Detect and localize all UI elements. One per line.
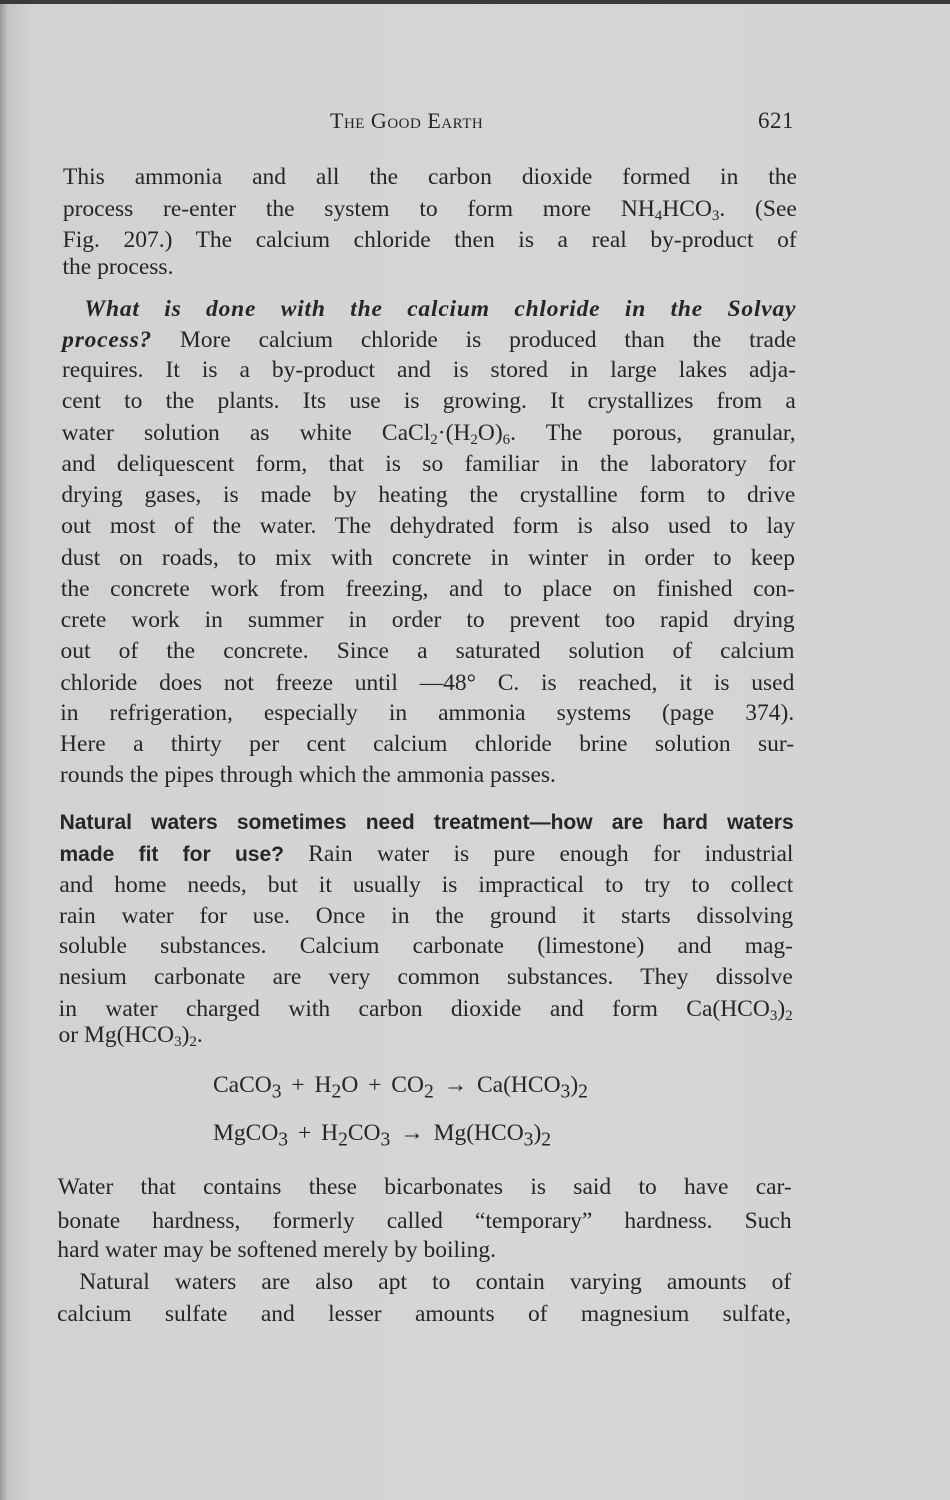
text-line [58, 1207, 792, 1235]
text-run: + H [281, 1072, 332, 1098]
text-line [84, 295, 796, 323]
text-run: Water that contains these bicarbonates is said to have car- [57, 1174, 792, 1200]
subscript: 2 [430, 432, 438, 448]
text-line [62, 387, 796, 415]
text-run: water solution as white CaCl [61, 420, 431, 446]
subscript: 2 [423, 1081, 434, 1103]
text-run: . [196, 1022, 203, 1048]
text-run: calcium sulfate and lesser amounts of magnesium sulfate, [57, 1301, 792, 1327]
subscript: 3 [278, 1129, 289, 1151]
text-run: in water charged with carbon dioxide and form Ca(HCO [58, 996, 770, 1022]
subscript: 3 [271, 1081, 282, 1103]
text-run: in refrigeration, especially in ammonia systems (page 374). [60, 700, 795, 726]
text-line [63, 253, 174, 281]
question-heading: What is done with the calcium chloride in the Solvay [84, 296, 797, 322]
subscript: 2 [331, 1081, 342, 1103]
subscript: 2 [189, 1034, 197, 1050]
text-run: Fig. 207.) The calcium chloride then is a real by-product of [62, 227, 797, 253]
text-line [62, 326, 796, 354]
text-line [61, 606, 795, 634]
text-run: → Ca(HCO [433, 1072, 561, 1098]
text-line [62, 419, 796, 447]
text-run: cent to the plants. Its use is growing. It crystallizes from a [61, 388, 796, 414]
text-run: out of the concrete. Since a saturated solution of calcium [60, 638, 795, 664]
text-line [59, 963, 793, 991]
text-run: CaCO [213, 1072, 272, 1098]
text-line [61, 637, 795, 665]
subscript: 2 [541, 1129, 552, 1151]
text-run: nesium carbonate are very common substances. They dissolve [58, 964, 793, 990]
text-line [58, 1173, 792, 1201]
text-run: dust on roads, to mix with concrete in winter in order to keep [61, 545, 795, 571]
page-edge [0, 0, 950, 4]
page-number: 621 [758, 108, 794, 133]
text-run: requires. It is a by-product and is stored in large lakes adja- [61, 357, 796, 383]
text-line [62, 356, 796, 384]
text-run: rain water for use. Once in the ground it starts dissolving [59, 903, 794, 929]
text-run: Here a thirty per cent calcium chloride brine solution sur- [60, 731, 795, 757]
subscript: 2 [338, 1129, 348, 1151]
text-run: CO [347, 1120, 381, 1146]
subscript: 3 [560, 1081, 571, 1103]
text-run: . (See [719, 196, 797, 222]
text-run: O + CO [341, 1072, 424, 1098]
subscript: 2 [578, 1081, 588, 1103]
text-line [59, 840, 793, 869]
text-run: chloride does not freeze until —48° C. is reached, it is used [60, 670, 795, 696]
text-line [59, 1021, 203, 1049]
text-run: Rain water is pure enough for industrial [283, 841, 794, 867]
question-heading: process? [62, 327, 153, 353]
running-head: The Good Earth [330, 108, 484, 133]
text-line [63, 195, 797, 223]
text-run: HCO [662, 196, 712, 222]
text-run: or Mg(HCO [58, 1022, 175, 1048]
text-line [62, 450, 796, 478]
text-line [60, 808, 794, 837]
text-line [60, 669, 794, 697]
text-line [59, 995, 793, 1023]
text-run: soluble substances. Calcium carbonate (limestone) and mag- [59, 933, 793, 959]
subscript: 2 [470, 432, 478, 448]
text-run: the concrete work from freezing, and to place on finished con- [60, 576, 795, 602]
text-run: and home needs, but it usually is impractical to try to collect [59, 872, 794, 898]
text-run: ) [777, 996, 786, 1022]
subscript: 4 [654, 208, 663, 224]
text-run: This ammonia and all the carbon dioxide formed in the [62, 164, 797, 190]
text-run: ) [570, 1072, 579, 1098]
text-run: rounds the pipes through which the ammonia passes. [59, 762, 556, 788]
text-line [61, 512, 795, 540]
text-line [63, 163, 797, 191]
text-run: Natural waters are also apt to contain varying amounts of [79, 1269, 792, 1295]
text-run: and deliquescent form, that is so familiar in the laboratory for [61, 451, 796, 477]
text-run: the process. [62, 254, 174, 280]
text-run: O) [477, 420, 503, 446]
text-line [61, 575, 795, 603]
subscript: 3 [523, 1129, 534, 1151]
text-line [60, 761, 556, 789]
text-run: → Mg(HCO [390, 1120, 524, 1146]
text-line [60, 699, 794, 727]
text-line [79, 1268, 791, 1296]
text-run: process re-enter the system to form more NH [62, 196, 655, 222]
text-run: bonate hardness, formerly called “temporary” hardness. Such [57, 1208, 792, 1234]
text-line [57, 1236, 496, 1264]
text-run: out most of the water. The dehydrated form is also used to lay [61, 513, 796, 539]
text-line [63, 226, 797, 254]
section-heading: Natural waters sometimes need treatment—how are hard waters [59, 811, 794, 834]
subscript: 6 [502, 432, 511, 448]
text-run: ) [181, 1022, 190, 1048]
text-run: MgCO [213, 1120, 279, 1146]
subscript: 3 [380, 1129, 391, 1151]
text-run: ·(H [437, 420, 471, 446]
text-line [59, 902, 793, 930]
chemical-equation [213, 1072, 588, 1104]
text-run: crete work in summer in order to prevent too rapid drying [60, 607, 795, 633]
text-line [59, 871, 793, 899]
text-run: + H [288, 1120, 339, 1146]
text-line [61, 481, 795, 509]
chemical-equation [213, 1120, 551, 1152]
text-run: hard water may be softened merely by boiling. [57, 1237, 496, 1263]
text-line [57, 1300, 791, 1328]
section-heading: made fit for use? [59, 843, 284, 866]
subscript: 3 [174, 1034, 182, 1050]
subscript: 2 [785, 1008, 793, 1024]
subscript: 3 [769, 1008, 778, 1024]
text-line [61, 544, 795, 572]
text-run: . The porous, granular, [510, 420, 796, 446]
text-run: More calcium chloride is produced than the trade [152, 327, 797, 353]
text-line [60, 730, 794, 758]
text-line [59, 932, 793, 960]
text-run: ) [533, 1120, 542, 1146]
text-run: drying gases, is made by heating the crystalline form to drive [61, 482, 796, 508]
subscript: 3 [711, 208, 720, 224]
